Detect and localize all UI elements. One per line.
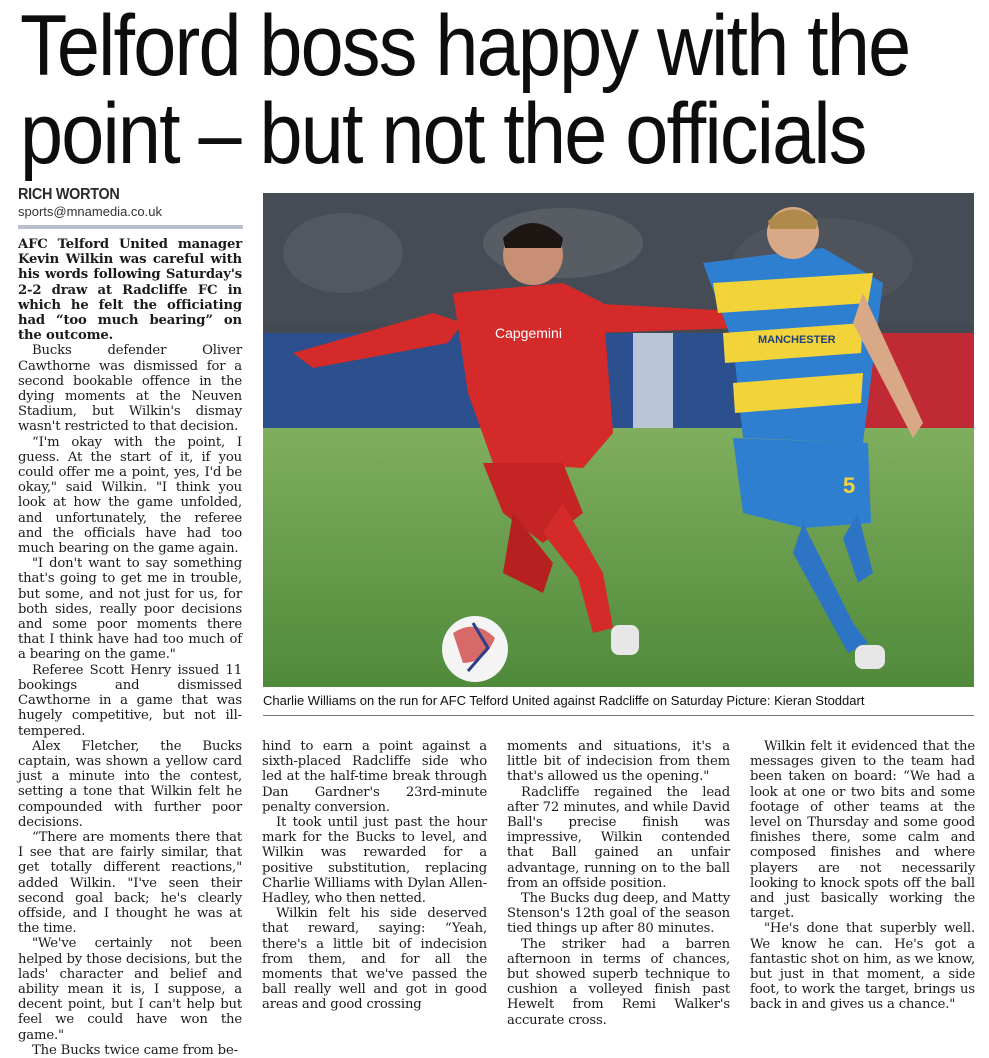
headline [20, 0, 910, 182]
article-lead-paragraph: AFC Telford United manager Kevin Wilkin was careful with his words following Saturday's 2-2 draw at Radcliffe FC in which he felt the officiating had “too much bearing” on the outcome. [18, 237, 242, 344]
article-paragraph: "We've certainly not been helped by those decisions, but the lads' character and belief and ability mean it is, I suppose, a decent point, but I can't help but feel we could have won the game." [18, 936, 242, 1043]
caption-rule [263, 715, 974, 716]
byline-author: RICH WORTON [18, 186, 120, 203]
article-paragraph: Wilkin felt it evidenced that the messages given to the team had been taken on board: “We had a look at one or two bits and some footage of other teams at the level on Thursday and some good finishes there, some calm and composed finishes and where players are not necessarily looking to knock spots off the ball and just basically working the target. [750, 739, 975, 922]
article-paragraph: It took until just past the hour mark for the Bucks to level, and Wilkin was rewarded for a positive substitution, replacing Charlie Williams with Dylan Allen-Hadley, who then netted. [262, 815, 487, 907]
article-paragraph: Radcliffe regained the lead after 72 minutes, and while David Ball's precise finish was impressive, Wilkin contended that Ball gained an unfair advantage, running on to the ball from an offside position. [507, 784, 730, 891]
article-paragraph: “There are moments there that I see that are fairly similar, that get totally different reactions," added Wilkin. "I've seen their second goal back; he's clearly offside, and I thought he was at the time. [18, 829, 242, 937]
article-paragraph: Wilkin felt his side deserved that reward, saying: “Yeah, there's a little bit of indecision from them, and for all the moments that we've passed the ball really well and got in good areas and good crossing [262, 906, 487, 1013]
article-paragraph: hind to earn a point against a sixth-placed Radcliffe side who led at the half-time break through Dan Gardner's 23rd-minute penalty conversion. [262, 739, 487, 815]
shirt-number-text: 5 [843, 473, 856, 498]
article-column-2 [262, 739, 487, 1013]
article-paragraph: Alex Fletcher, the Bucks captain, was shown a yellow card just a minute into the contest, setting a tone that Wilkin felt he compounded with further poor decisions. [18, 738, 242, 830]
article-column-4 [750, 739, 975, 1013]
match-photo [263, 193, 974, 687]
byline [18, 186, 243, 229]
headline-line-2: point – but not the officials [20, 86, 866, 182]
article-paragraph: The Bucks dug deep, and Matty Stenson's 12th goal of the season tied things up after 80 minutes. [507, 891, 730, 937]
article-paragraph: moments and situations, it's a little bit of indecision from them that's allowed us the opening." [507, 739, 730, 785]
article-paragraph: Bucks defender Oliver Cawthorne was dismissed for a second bookable offence in the dying moments at the Neuven Stadium, but Wilkin's dismay wasn't restricted to that decision. [18, 343, 242, 435]
football [442, 616, 508, 682]
photo-caption: Charlie Williams on the run for AFC Telford United against Radcliffe on Saturday Picture: Kieran Stoddart [263, 693, 865, 708]
article-paragraph: "He's done that superbly well. We know he can. He's got a fantastic shot on him, as we know, but just in that moment, a side foot, to work the target, brings us back in and gives us a chance." [750, 921, 975, 1013]
article-paragraph: The Bucks twice came from be- [32, 1042, 238, 1058]
byline-rule [18, 225, 243, 229]
byline-email[interactable]: sports@mnamedia.co.uk [18, 204, 162, 219]
headline-line-1: Telford boss happy with the [20, 0, 910, 94]
article-column-1 [18, 237, 242, 1058]
article-paragraph: "I don't want to say something that's going to get me in trouble, but some, and not just for us, for both sides, really poor decisions and some poor moments there that I think have had too much of a bearing on the game." [18, 556, 242, 663]
article-paragraph: Referee Scott Henry issued 11 bookings and dismissed Cawthorne in a game that was hugely competitive, but not ill-tempered. [18, 662, 242, 739]
article-column-3 [507, 739, 730, 1028]
article-paragraph: “I'm okay with the point, I guess. At the start of it, if you could offer me a point, yes, I'd be okay," said Wilkin. "I think you look at how the game unfolded, and unfortunately, the referee and the officials have had too much bearing on the game again. [18, 434, 242, 557]
shirt-sponsor-text: Capgemini [495, 325, 562, 341]
article-paragraph: The striker had a barren afternoon in terms of chances, but showed superb technique to cushion a volleyed finish past Hewelt from Remi Walker's accurate cross. [507, 936, 730, 1028]
opponent-sponsor-text: MANCHESTER [758, 334, 836, 346]
